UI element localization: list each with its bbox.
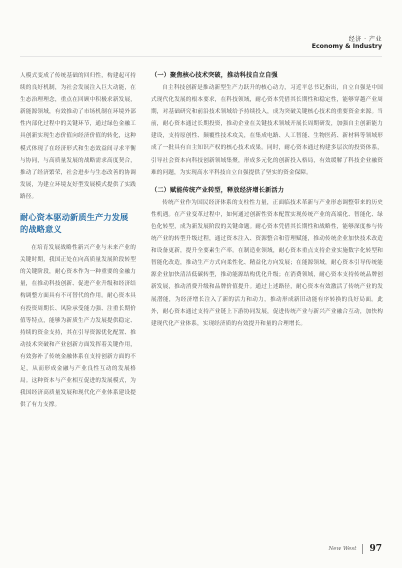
body-paragraph: 人模式变成了传统基础的回归性，构建起可持续的良好机制，为社会发展注入巨大动能，在生态治理理念，重点在回顾中积极求新发展，新能源领域，有效推动了市场机制在环境外部性内部化过程中的关键环节，通过绿色金融工具创新实现生态价值向经济价值的转化，这种模式体现了在经济形式和生态效益间寻求平衡与协同，与高质量发展的战略需求高度契合，推动了经济繁荣，社会进步与生态改善的协调发展，为建立环境友好型发展模式提供了实践路径。 — [20, 73, 136, 200]
body-paragraph: 自主科技创新是推动新型生产力跃升的核心动力，习近平总书记指出，自立自强是中国式现代化发展的根本要求，在科技领域，耐心资本凭借其长期性和稳定性，能够穿越产业周期，对基础研究和前沿技术领域给予持续投入，成为突破关键核心技术的重要资金来源。当前，耐心资本通过长期投资，推动企业在关键技术领域开展长周期研发，加强自主创新能力建设，支持原创性、颠覆性技术攻关，在集成电路、人工智能、生物医药、新材料等领域形成了一批具有自主知识产权的核心技术成果。同时，耐心资本通过构建多层次的投资体系，引导社会资本向科技创新领域集聚，形成多元化的创新投入格局，有效缓解了科技企业融资难的问题，为实现高水平科技自立自强提供了坚实的资金保障。 — [151, 85, 383, 176]
page-footer — [328, 544, 382, 554]
section-heading: 耐心资本驱动新质生产力发展的战略意义 — [20, 212, 129, 235]
body-paragraph: 在培育发展战略性新兴产业与未来产业的关键时期，我国正处在向高质量发展阶段转型的关键阶段，耐心资本作为一种重要的金融力量，在推动科技创新、促进产业升级和经济结构调整方面具有不可替代的作用。耐心资本具有投资周期长、风险承受能力强、注重长期价值等特点，能够为新质生产力发展提供稳定、持续的资金支持，其在引导资源优化配置、推动技术突破和产业创新方面发挥着关键作用，有效弥补了传统金融体系在支持创新方面的不足，从而形成金融与产业良性互动的发展格局。这种资本与产业相互促进的发展模式，为我国经济高质量发展和现代化产业体系建设提供了有力支撑。 — [20, 245, 136, 409]
page-number: 97 — [369, 544, 382, 554]
section-title-cn: 经济 · 产业 — [348, 36, 382, 43]
footer-divider — [362, 544, 363, 554]
subsection-heading-2: （二）赋能传统产业转型，释放经济增长新活力 — [151, 186, 285, 194]
right-column — [151, 70, 383, 330]
header-divider — [20, 56, 382, 57]
section-title-en: Economy & Industry — [311, 43, 382, 51]
subsection-heading-1: （一）聚焦核心技术突破，推动科技自立自强 — [151, 72, 278, 79]
magazine-name: New West — [328, 546, 357, 552]
section-header — [312, 36, 382, 51]
body-paragraph: 传统产业作为国民经济体系的支柱性力量，正面临技术革新与产业形态调整带来的历史性机遇。在产业变革过程中，如何通过创新性资本配置实现传统产业的高端化、智能化、绿色化转型，成为新发展阶段的关键命题。耐心资本凭借其长期性和战略性，能够深度参与传统产业的转型升级过程，通过资本注入、资源整合和管理赋能，推动传统企业加快技术改造和设备更新，提升全要素生产率。在制造业领域，耐心资本重点支持企业实施数字化转型和智能化改造，推动生产方式向柔性化、精益化方向发展；在能源领域，耐心资本引导传统能源企业加快清洁低碳转型，推动能源结构优化升级；在消费领域，耐心资本支持传统品牌创新发展，推动消费升级和品牌价值提升。通过上述路径，耐心资本有效激活了传统产业的发展潜能，为经济增长注入了新的活力和动力，推动形成新旧动能有序转换的良好局面。此外，耐心资本通过支持产业链上下游协同发展，促进传统产业与新兴产业融合互动，加快构建现代化产业体系，实现经济质的有效提升和量的合理增长。 — [151, 199, 383, 327]
left-column — [20, 70, 136, 411]
